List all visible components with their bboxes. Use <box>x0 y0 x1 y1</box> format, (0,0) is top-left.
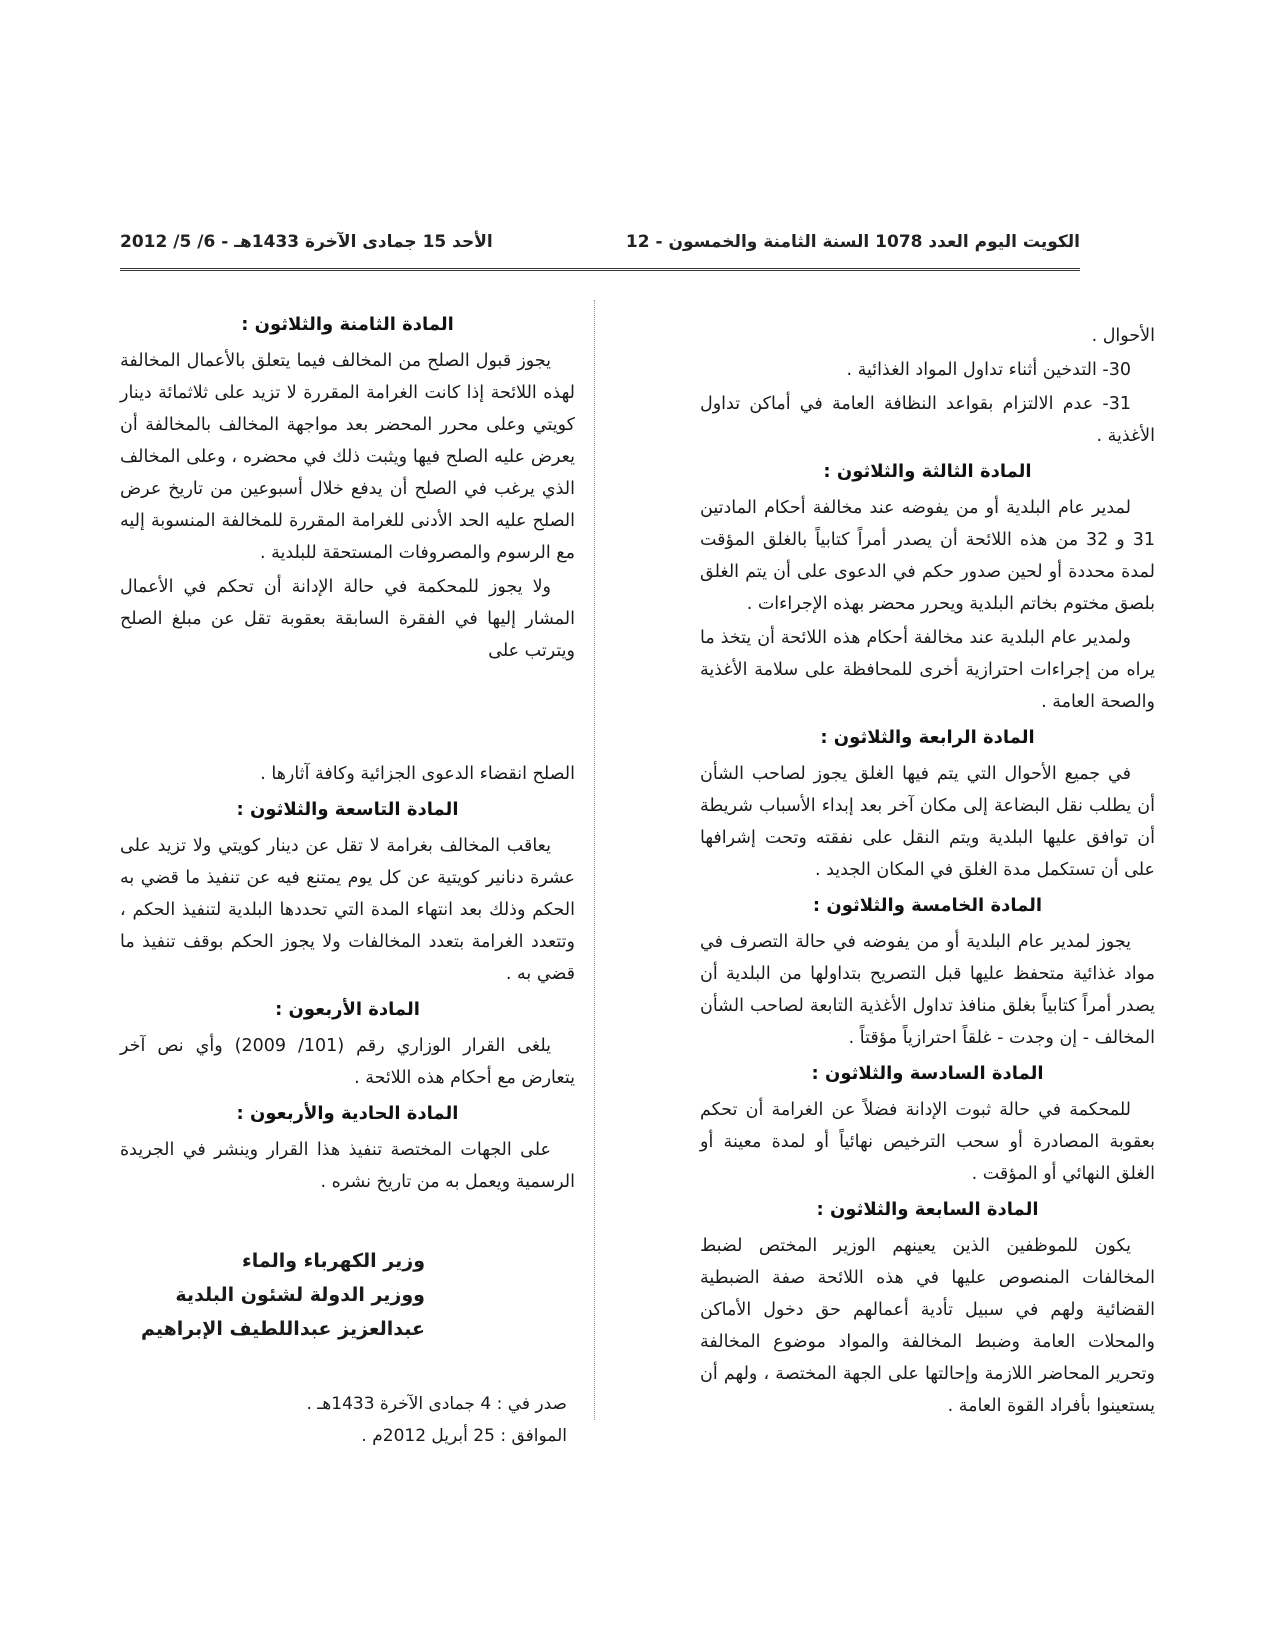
paragraph: يكون للموظفين الذين يعينهم الوزير المختص لضبط المخالفات المنصوص عليها في هذه اللائحة صفة الضبطية القضائية ولهم في سبيل تأدية أعمالهم حق دخول الأماكن والمحلات العامة وضبط المخالفة والمواد موضوع المخالفة وتحرير المحاضر اللازمة وإحالتها على الجهة المختصة ، ولهم أن يستعينوا بأفراد القوة العامة . <box>700 1236 1155 1416</box>
header-issue: الكويت اليوم العدد 1078 السنة الثامنة والخمسون - 12 <box>625 232 1080 252</box>
paragraph: 31- عدم الالتزام بقواعد النظافة العامة في أماكن تداول الأغذية . <box>700 394 1155 446</box>
header-rule <box>120 268 1080 271</box>
left-column-bottom <box>120 758 575 1452</box>
page-header <box>120 224 1080 264</box>
header-date: الأحد 15 جمادى الآخرة 1433هـ - 6/ 5/ 2012 <box>120 232 493 252</box>
signature-title-2: ووزير الدولة لشئون البلدية <box>175 1284 425 1306</box>
article-heading: المادة الأربعون : <box>275 999 420 1020</box>
signature-name: عبدالعزيز عبداللطيف الإبراهيم <box>140 1318 425 1340</box>
signature-block <box>120 1244 575 1346</box>
article-heading: المادة الثالثة والثلاثون : <box>823 461 1032 482</box>
article-heading: المادة الخامسة والثلاثون : <box>812 895 1043 916</box>
paragraph: الصلح انقضاء الدعوى الجزائية وكافة آثارها . <box>260 764 575 784</box>
paragraph: في جميع الأحوال التي يتم فيها الغلق يجوز لصاحب الشأن أن يطلب نقل البضاعة إلى مكان آخر بعد إبداء الأسباب شريطة أن توافق عليها البلدية ويتم النقل على نفقته وتحت إشرافها على أن تستكمل مدة الغلق في المكان الجديد . <box>700 764 1155 880</box>
paragraph: الأحوال . <box>1091 326 1155 346</box>
paragraph: ولمدير عام البلدية عند مخالفة أحكام هذه اللائحة أن يتخذ ما يراه من إجراءات احترازية أخرى للمحافظة على سلامة الأغذية والصحة العامة . <box>700 628 1155 712</box>
paragraph: يجوز لمدير عام البلدية أو من يفوضه في حالة التصرف في مواد غذائية متحفظ عليها قبل التصريح بتداولها من البلدية أن يصدر أمراً كتابياً بغلق منافذ تداول الأغذية التابعة لصاحب الشأن المخالف - إن وجدت - غلقاً احترازياً مؤقتاً . <box>700 932 1155 1048</box>
issued-gregorian: الموافق : 25 أبريل 2012م . <box>361 1426 567 1446</box>
left-column-top <box>120 305 575 669</box>
article-heading: المادة التاسعة والثلاثون : <box>236 799 459 820</box>
signature-title-1: وزير الكهرباء والماء <box>241 1250 425 1272</box>
issue-date-block <box>120 1388 575 1452</box>
issued-hijri: صدر في : 4 جمادى الآخرة 1433هـ . <box>306 1394 567 1414</box>
article-heading: المادة الرابعة والثلاثون : <box>820 727 1035 748</box>
article-heading: المادة السابعة والثلاثون : <box>816 1199 1039 1220</box>
column-divider <box>594 300 595 1420</box>
paragraph: يجوز قبول الصلح من المخالف فيما يتعلق بالأعمال المخالفة لهذه اللائحة إذا كانت الغرامة المقررة لا تزيد على ثلاثمائة دينار كويتي وعلى محرر المحضر بعد مواجهة المخالف بالمخالفة أن يعرض عليه الصلح فيها ويثبت ذلك في محضره ، وعلى المخالف الذي يرغب في الصلح أن يدفع خلال أسبوعين من تاريخ عرض الصلح عليه الحد الأدنى للغرامة المقررة للمخالفة المنسوبة إليه مع الرسوم والمصروفات المستحقة للبلدية . <box>120 351 575 563</box>
paragraph: ولا يجوز للمحكمة في حالة الإدانة أن تحكم في الأعمال المشار إليها في الفقرة السابقة بعقوبة تقل عن مبلغ الصلح ويترتب على <box>120 577 575 661</box>
article-heading: المادة الحادية والأربعون : <box>236 1103 459 1124</box>
paragraph: للمحكمة في حالة ثبوت الإدانة فضلاً عن الغرامة أن تحكم بعقوبة المصادرة أو سحب الترخيص نهائياً أو لمدة معينة أو الغلق النهائي أو المؤقت . <box>700 1100 1155 1184</box>
paragraph: 30- التدخين أثناء تداول المواد الغذائية . <box>846 360 1131 380</box>
article-heading: المادة الثامنة والثلاثون : <box>241 314 454 335</box>
paragraph: لمدير عام البلدية أو من يفوضه عند مخالفة أحكام المادتين 31 و 32 من هذه اللائحة أن يصدر أمراً كتابياً بالغلق المؤقت لمدة محددة أو لحين صدور حكم في الدعوى على أن يتم الغلق بلصق مختوم بخاتم البلدية ويحرر محضر بهذه الإجراءات . <box>700 498 1156 614</box>
article-heading: المادة السادسة والثلاثون : <box>811 1063 1044 1084</box>
right-column <box>700 320 1155 1424</box>
paragraph: على الجهات المختصة تنفيذ هذا القرار وينشر في الجريدة الرسمية ويعمل به من تاريخ نشره . <box>120 1140 575 1192</box>
paragraph: يلغى القرار الوزاري رقم (101/ 2009) وأي نص آخر يتعارض مع أحكام هذه اللائحة . <box>120 1036 575 1088</box>
paragraph: يعاقب المخالف بغرامة لا تقل عن دينار كويتي ولا تزيد على عشرة دنانير كويتية عن كل يوم يمتنع فيه عن تنفيذ ما قضي به الحكم وذلك بعد انتهاء المدة التي تحددها البلدية لتنفيذ الحكم ، وتتعدد الغرامة بتعدد المخالفات ولا يجوز الحكم بوقف تنفيذ ما قضي به . <box>120 836 575 984</box>
